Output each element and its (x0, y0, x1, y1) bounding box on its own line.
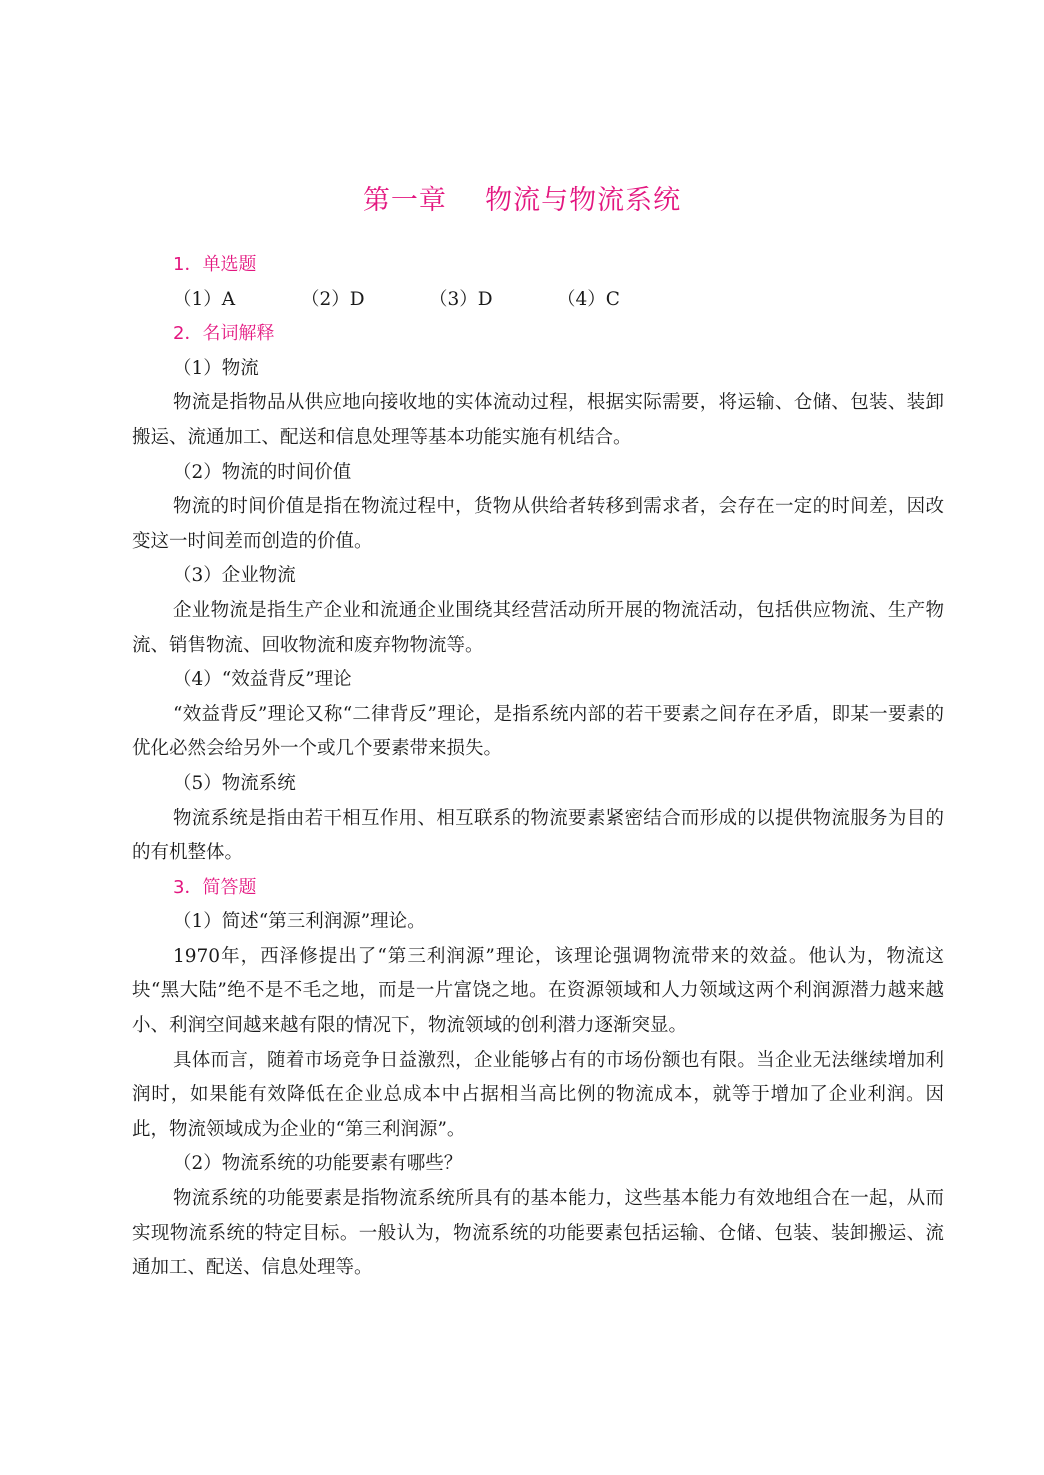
answer-item: （3）D (429, 288, 493, 310)
term-definition: 物流是指物品从供应地向接收地的实体流动过程，根据实际需要，将运输、仓储、包装、装卸搬运、流通加工、配送和信息处理等基本功能实施有机结合。 (132, 392, 944, 448)
answer-item: （4）C (557, 288, 620, 310)
term-heading: （5）物流系统 (173, 772, 296, 794)
section-heading-single-choice: 1．单选题 (173, 254, 257, 275)
answer-item: （2）D (301, 288, 365, 310)
section-heading-short-answer: 3．简答题 (173, 876, 257, 898)
answer-paragraph: 具体而言，随着市场竞争日益激烈，企业能够占有的市场份额也有限。当企业无法继续增加利润时，如果能有效降低在企业总成本中占据相当高比例的物流成本，就等于增加了企业利润。因此，物流领域成为企业的“第三利润源”。 (132, 1049, 944, 1140)
term-heading: （3）企业物流 (173, 565, 296, 587)
answer-row (132, 283, 944, 318)
term-heading: （4）“效益背反”理论 (173, 669, 352, 691)
term-definition: “效益背反”理论又称“二律背反”理论，是指系统内部的若干要素之间存在矛盾，即某一要素的优化必然会给另外一个或几个要素带来损失。 (132, 703, 944, 760)
answer-item: （1）A (173, 288, 236, 310)
answer-paragraph: 1970年，西泽修提出了“第三利润源”理论，该理论强调物流带来的效益。他认为，物流这块“黑大陆”绝不是不毛之地，而是一片富饶之地。在资源领域和人力领域这两个利润源潜力越来越小、利润空间越来越有限的情况下，物流领域的创利潜力逐渐突显。 (132, 945, 944, 1037)
document-body (132, 248, 944, 1286)
term-definition: 企业物流是指生产企业和流通企业围绕其经营活动所开展的物流活动，包括供应物流、生产物流、销售物流、回收物流和废弃物物流等。 (132, 599, 944, 656)
question-heading: （1）简述“第三利润源”理论。 (173, 911, 426, 933)
term-definition: 物流的时间价值是指在物流过程中，货物从供给者转移到需求者，会存在一定的时间差，因改变这一时间差而创造的价值。 (132, 496, 944, 552)
term-definition: 物流系统是指由若干相互作用、相互联系的物流要素紧密结合而形成的以提供物流服务为目的的有机整体。 (132, 807, 944, 864)
term-heading: （2）物流的时间价值 (173, 461, 352, 483)
chapter-title: 第一章 物流与物流系统 (362, 185, 682, 216)
section-heading-term-explanation: 2．名词解释 (173, 323, 275, 345)
answer-paragraph: 物流系统的功能要素是指物流系统所具有的基本能力，这些基本能力有效地组合在一起，从而实现物流系统的特定目标。一般认为，物流系统的功能要素包括运输、仓储、包装、装卸搬运、流通加工、配送、信息处理等。 (132, 1188, 944, 1279)
term-heading: （1）物流 (173, 357, 259, 379)
question-heading: （2）物流系统的功能要素有哪些？ (173, 1153, 463, 1175)
